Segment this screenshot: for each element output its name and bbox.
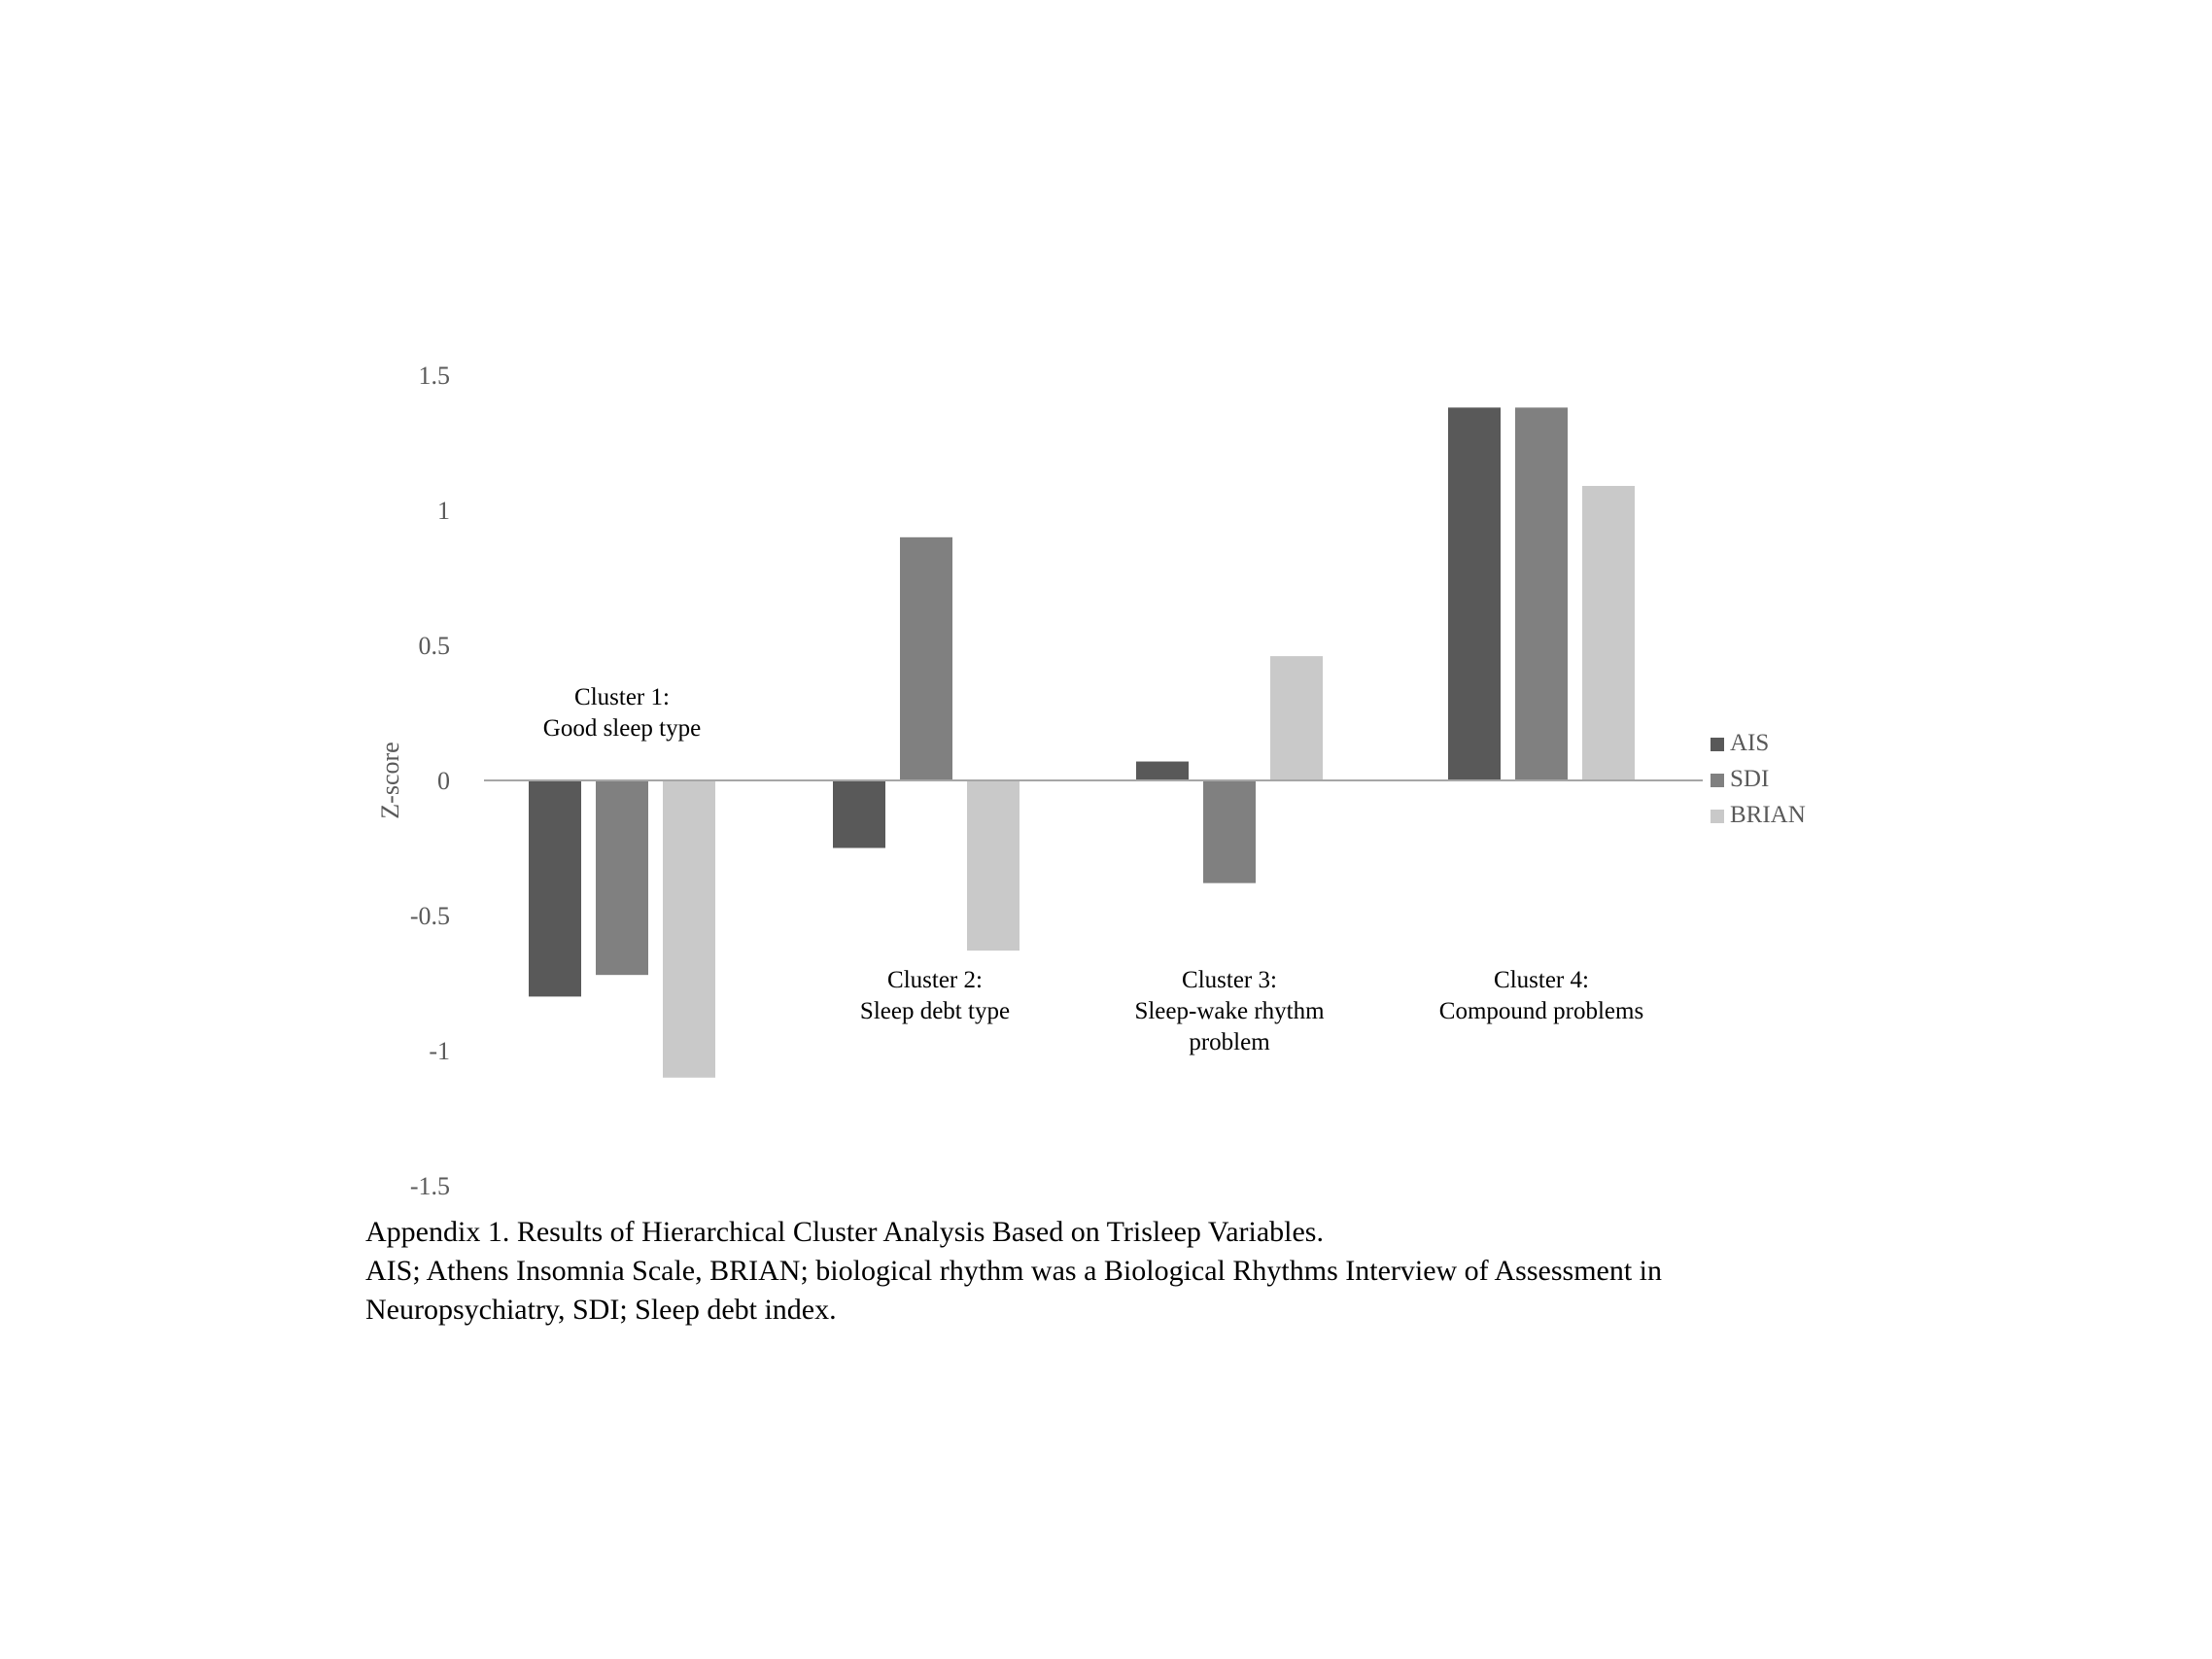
cluster-1-label: Cluster 1:	[574, 684, 670, 710]
cluster-3-label: Sleep-wake rhythm	[1134, 998, 1325, 1024]
bar-brian-2	[967, 780, 1020, 950]
caption-line-3: Neuropsychiatry, SDI; Sleep debt index.	[365, 1294, 837, 1326]
y-tick-label: 0.5	[418, 632, 450, 660]
bar-ais-3	[1136, 762, 1189, 780]
y-tick-label: 1	[437, 497, 450, 525]
bar-sdi-1	[596, 780, 648, 975]
cluster-4-label: Cluster 4:	[1494, 967, 1589, 993]
caption-line-2: AIS; Athens Insomnia Scale, BRIAN; biological rhythm was a Biological Rhythms Interview of Assessment in	[365, 1255, 1663, 1287]
cluster-2-label: Cluster 2:	[887, 967, 983, 993]
bar-brian-3	[1270, 656, 1323, 780]
bar-brian-4	[1582, 486, 1635, 780]
y-tick-label: -0.5	[409, 902, 450, 930]
legend-swatch-sdi	[1711, 774, 1724, 787]
y-tick-label: 1.5	[418, 362, 450, 390]
bar-sdi-2	[900, 537, 952, 780]
bar-ais-1	[529, 780, 581, 996]
y-tick-label: 0	[437, 767, 450, 795]
figure-caption	[365, 1213, 2018, 1330]
y-tick-label: -1	[429, 1037, 450, 1065]
legend-swatch-ais	[1711, 738, 1724, 751]
bar-sdi-3	[1203, 780, 1256, 883]
legend-swatch-brian	[1711, 810, 1724, 823]
caption-line-1: Appendix 1. Results of Hierarchical Cluster Analysis Based on Trisleep Variables.	[365, 1216, 1324, 1248]
y-axis-title: Z-score	[376, 742, 404, 819]
cluster-3-label: problem	[1189, 1029, 1270, 1055]
y-tick-label: -1.5	[409, 1172, 450, 1200]
bar-brian-1	[663, 780, 715, 1078]
cluster-2-label: Sleep debt type	[859, 998, 1011, 1024]
bar-ais-4	[1448, 407, 1501, 780]
cluster-1-label: Good sleep type	[542, 715, 702, 742]
legend-label-ais: AIS	[1730, 730, 1770, 756]
cluster-3-label: Cluster 3:	[1182, 967, 1277, 993]
legend-label-brian: BRIAN	[1730, 802, 1806, 828]
cluster-4-label: Compound problems	[1438, 998, 1644, 1024]
bar-sdi-4	[1515, 407, 1568, 780]
bar-ais-2	[833, 780, 885, 848]
legend-label-sdi: SDI	[1730, 766, 1770, 792]
